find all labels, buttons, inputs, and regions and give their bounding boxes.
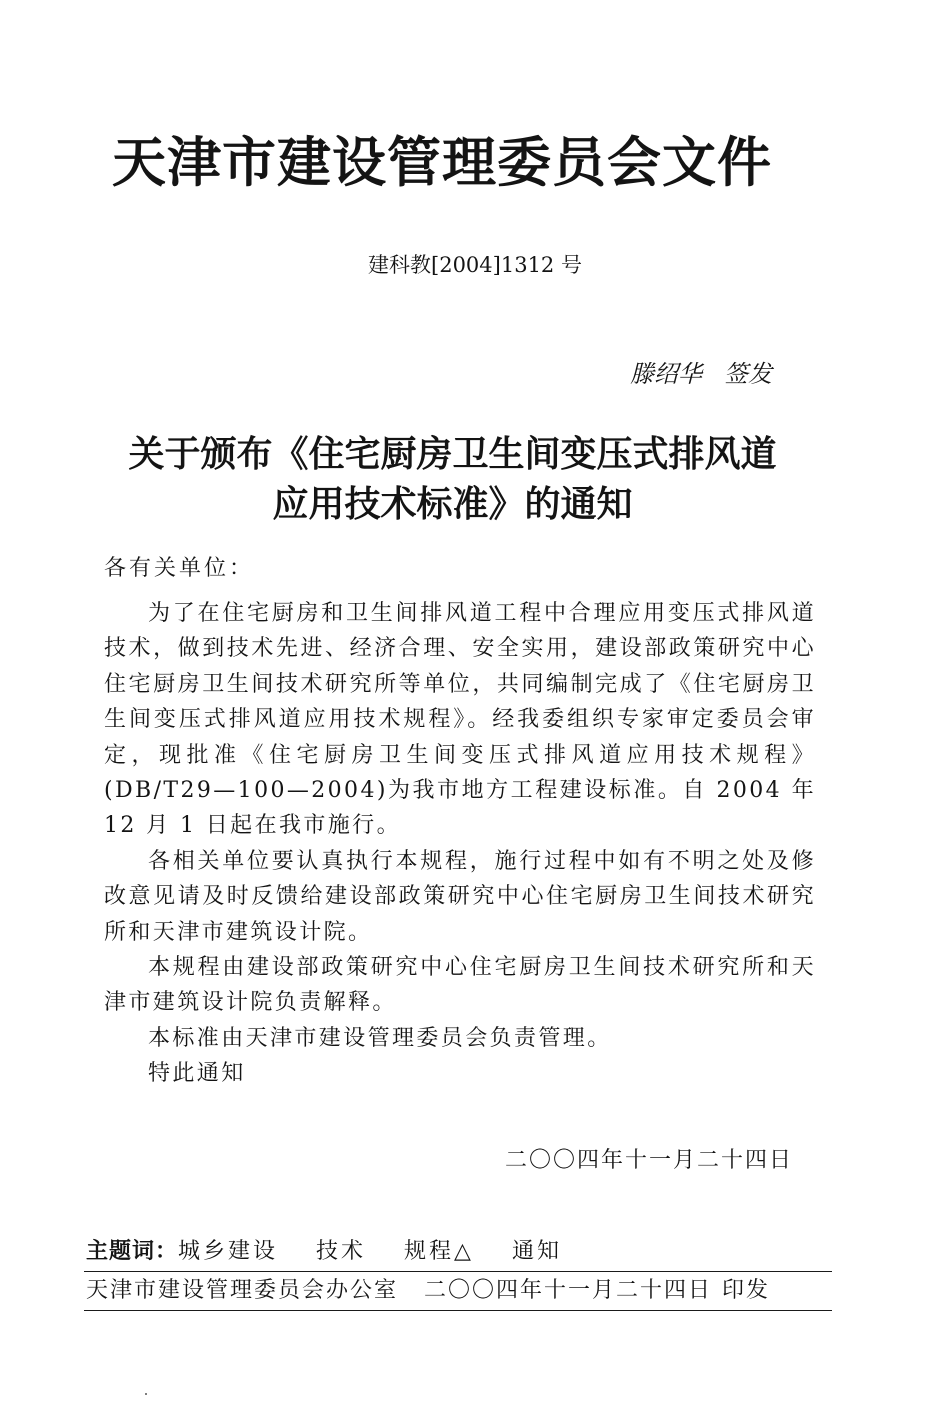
- scan-speck: [145, 1393, 147, 1395]
- signer-name: 滕绍华: [630, 360, 702, 388]
- notice-body: [104, 596, 816, 1092]
- issue-word: 印发: [722, 1278, 771, 1303]
- addressee: 各有关单位：: [104, 556, 255, 581]
- body-paragraph: 各相关单位要认真执行本规程，施行过程中如有不明之处及修改意见请及时反馈给建设部政策研究中心住宅厨房卫生间技术研究所和天津市建筑设计院。: [104, 848, 816, 945]
- keyword: 规程△: [404, 1239, 474, 1264]
- notice-title: [0, 430, 905, 530]
- keyword: 通知: [511, 1239, 562, 1264]
- divider-line: [84, 1310, 832, 1311]
- document-header-title: 天津市建设管理委员会文件: [112, 131, 772, 194]
- keywords-row: [86, 1235, 831, 1269]
- keywords-label: 主题词：: [86, 1239, 179, 1264]
- keyword: 城乡建设: [178, 1239, 279, 1264]
- signer-action: 签发: [724, 360, 772, 388]
- issue-date: 二〇〇四年十一月二十四日: [424, 1278, 713, 1303]
- body-paragraph: 本标准由天津市建设管理委员会负责管理。: [148, 1025, 612, 1051]
- divider-line: [84, 1271, 832, 1272]
- document-number: 建科教[2004]1312 号: [368, 253, 582, 277]
- signer-line: [630, 357, 772, 391]
- issuer-row: [86, 1274, 831, 1308]
- notice-date: 二〇〇四年十一月二十四日: [505, 1148, 794, 1173]
- body-paragraph: 为了在住宅厨房和卫生间排风道工程中合理应用变压式排风道技术，做到技术先进、经济合理、安全实用，建设部政策研究中心住宅厨房卫生间技术研究所等单位，共同编制完成了《住宅厨房卫生间变压式排风道应用技术规程》。经我委组织专家审定委员会审定，现批准《住宅厨房卫生间变压式排风道应用技术规程》(DB/T29—100—2004)为我市地方工程建设标准。自 2004 年 12 月 1 日起在我市施行。: [104, 601, 816, 839]
- notice-title-line-2: 应用技术标准》的通知: [272, 484, 633, 525]
- notice-title-line-1: 关于颁布《住宅厨房卫生间变压式排风道: [128, 434, 777, 475]
- keyword: 技术: [316, 1239, 367, 1264]
- body-paragraph: 本规程由建设部政策研究中心住宅厨房卫生间技术研究所和天津市建筑设计院负责解释。: [104, 955, 816, 1016]
- issuer-name: 天津市建设管理委员会办公室: [86, 1278, 399, 1303]
- closing-remark: 特此通知: [148, 1061, 246, 1087]
